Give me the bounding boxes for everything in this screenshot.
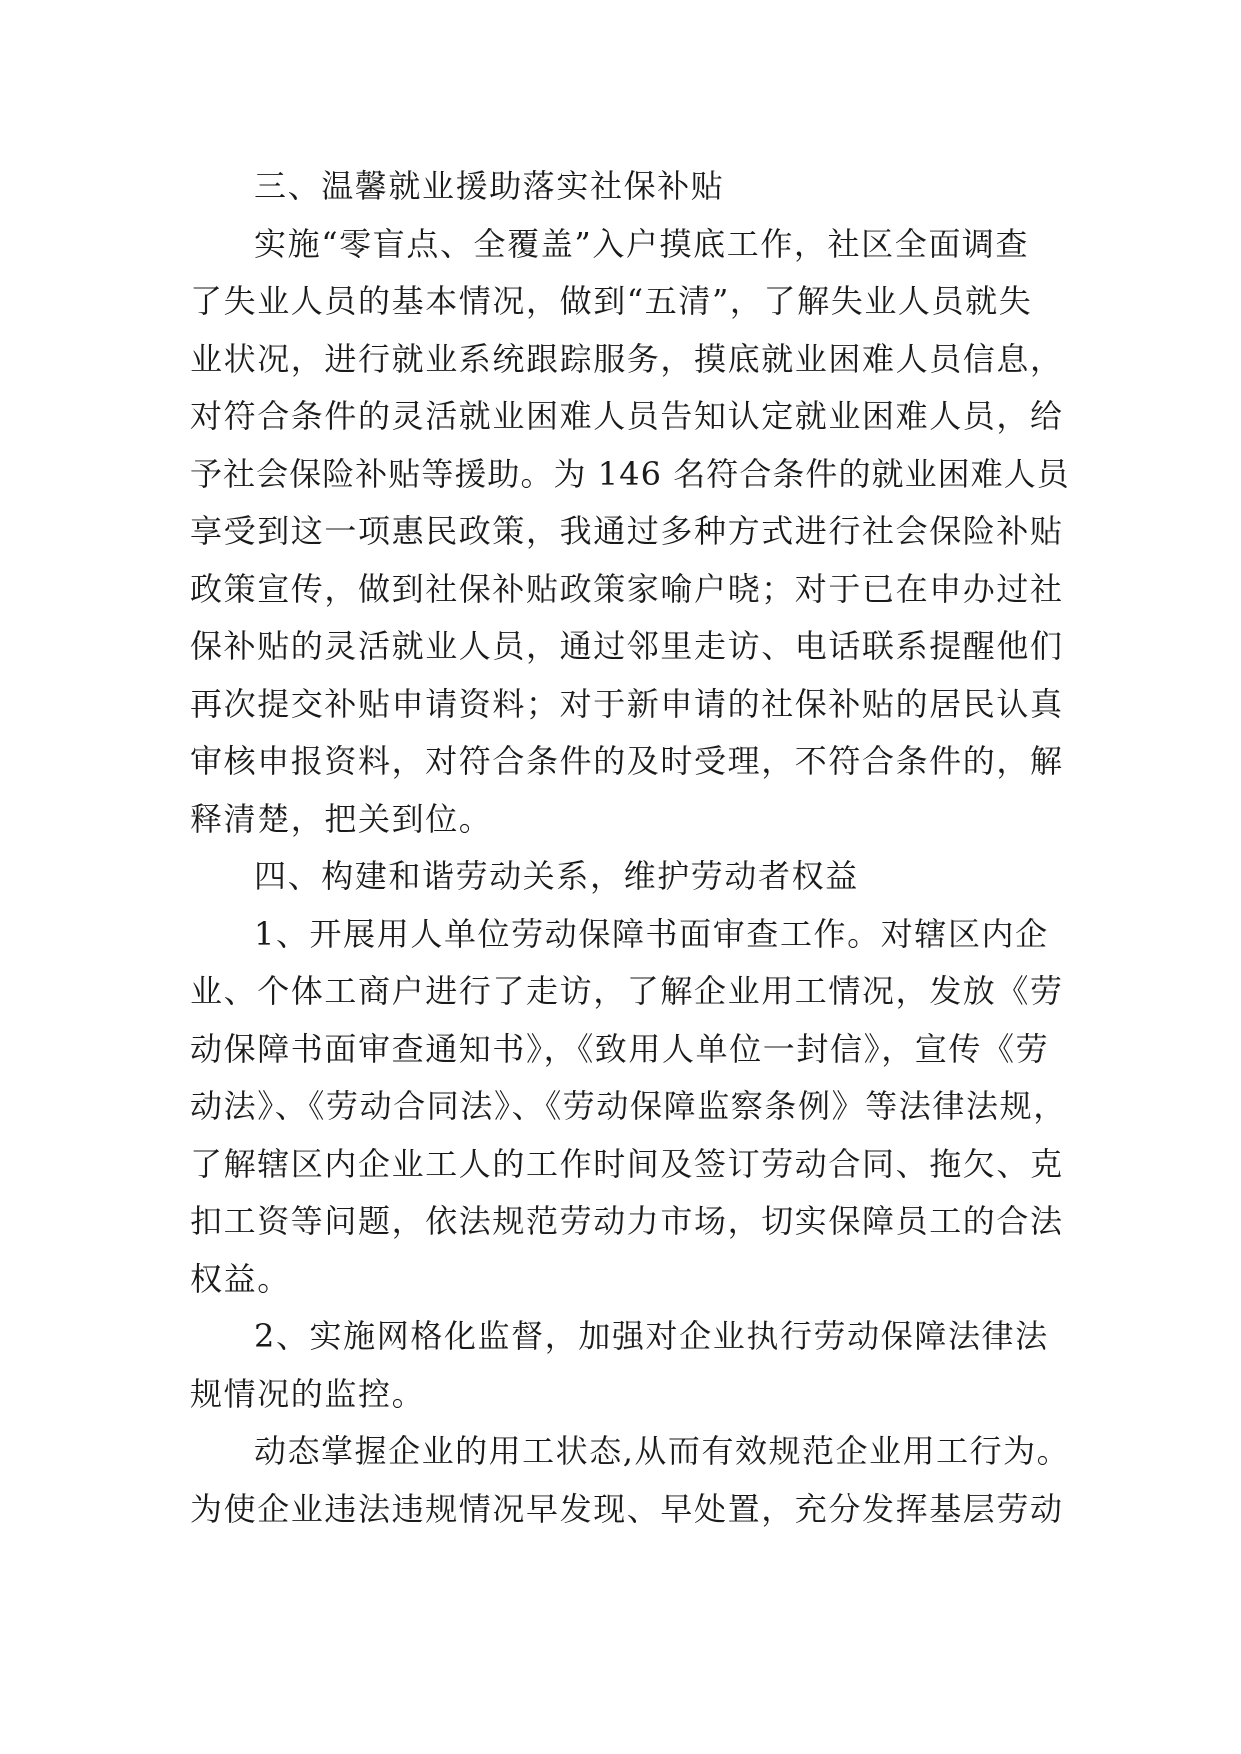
paragraph-first-line: 动态掌握企业的用工状态,从而有效规范企业用工行为。 [254,1432,1071,1470]
text-line: 扣工资等问题，依法规范劳动力市场，切实保障员工的合法 [190,1202,1064,1240]
text-line: 了失业人员的基本情况，做到“五清”，了解失业人员就失 [190,282,1033,320]
text-line: 业状况，进行就业系统跟踪服务，摸底就业困难人员信息， [190,339,1064,378]
text-line: 政策宣传，做到社保补贴政策家喻户晓；对于已在申办过社 [190,569,1064,608]
text-line: 了解辖区内企业工人的工作时间及签订劳动合同、拖欠、克 [190,1144,1064,1183]
text-line: 享受到这一项惠民政策，我通过多种方式进行社会保险补贴 [190,512,1064,550]
paragraph-first-line: 1、开展用人单位劳动保障书面审查工作。对辖区内企 [254,914,1049,953]
text-line: 动保障书面审查通知书》，《致用人单位一封信》，宣传《劳 [190,1029,1050,1068]
text-line: 对符合条件的灵活就业困难人员告知认定就业困难人员，给 [190,397,1064,435]
paragraph-first-line: 四、构建和谐劳动关系，维护劳动者权益 [254,857,859,895]
paragraph-first-line: 三、温馨就业援助落实社保补贴 [254,167,725,205]
text-line: 规情况的监控。 [190,1374,426,1413]
text-line: 保补贴的灵活就业人员，通过邻里走访、电话联系提醒他们 [190,627,1064,665]
text-line: 权益。 [190,1259,291,1298]
text-line: 动法》、《劳动合同法》、《劳动保障监察条例》等法律法规， [190,1087,1067,1125]
text-line: 为使企业违法违规情况早发现、早处置，充分发挥基层劳动 [190,1489,1064,1528]
text-line: 业、个体工商户进行了走访，了解企业用工情况，发放《劳 [190,972,1064,1010]
text-line: 审核申报资料，对符合条件的及时受理，不符合条件的，解 [190,742,1064,780]
document-body [190,158,1071,1538]
text-line: 释清楚，把关到位。 [190,799,493,838]
paragraph-first-line: 2、实施网格化监督，加强对企业执行劳动保障法律法 [254,1317,1049,1355]
paragraph-first-line: 实施“零盲点、全覆盖”入户摸底工作，社区全面调查 [254,224,1030,263]
text-line: 予社会保险补贴等援助。为 146 名符合条件的就业困难人员 [190,454,1070,493]
text-line: 再次提交补贴申请资料；对于新申请的社保补贴的居民认真 [190,684,1064,723]
